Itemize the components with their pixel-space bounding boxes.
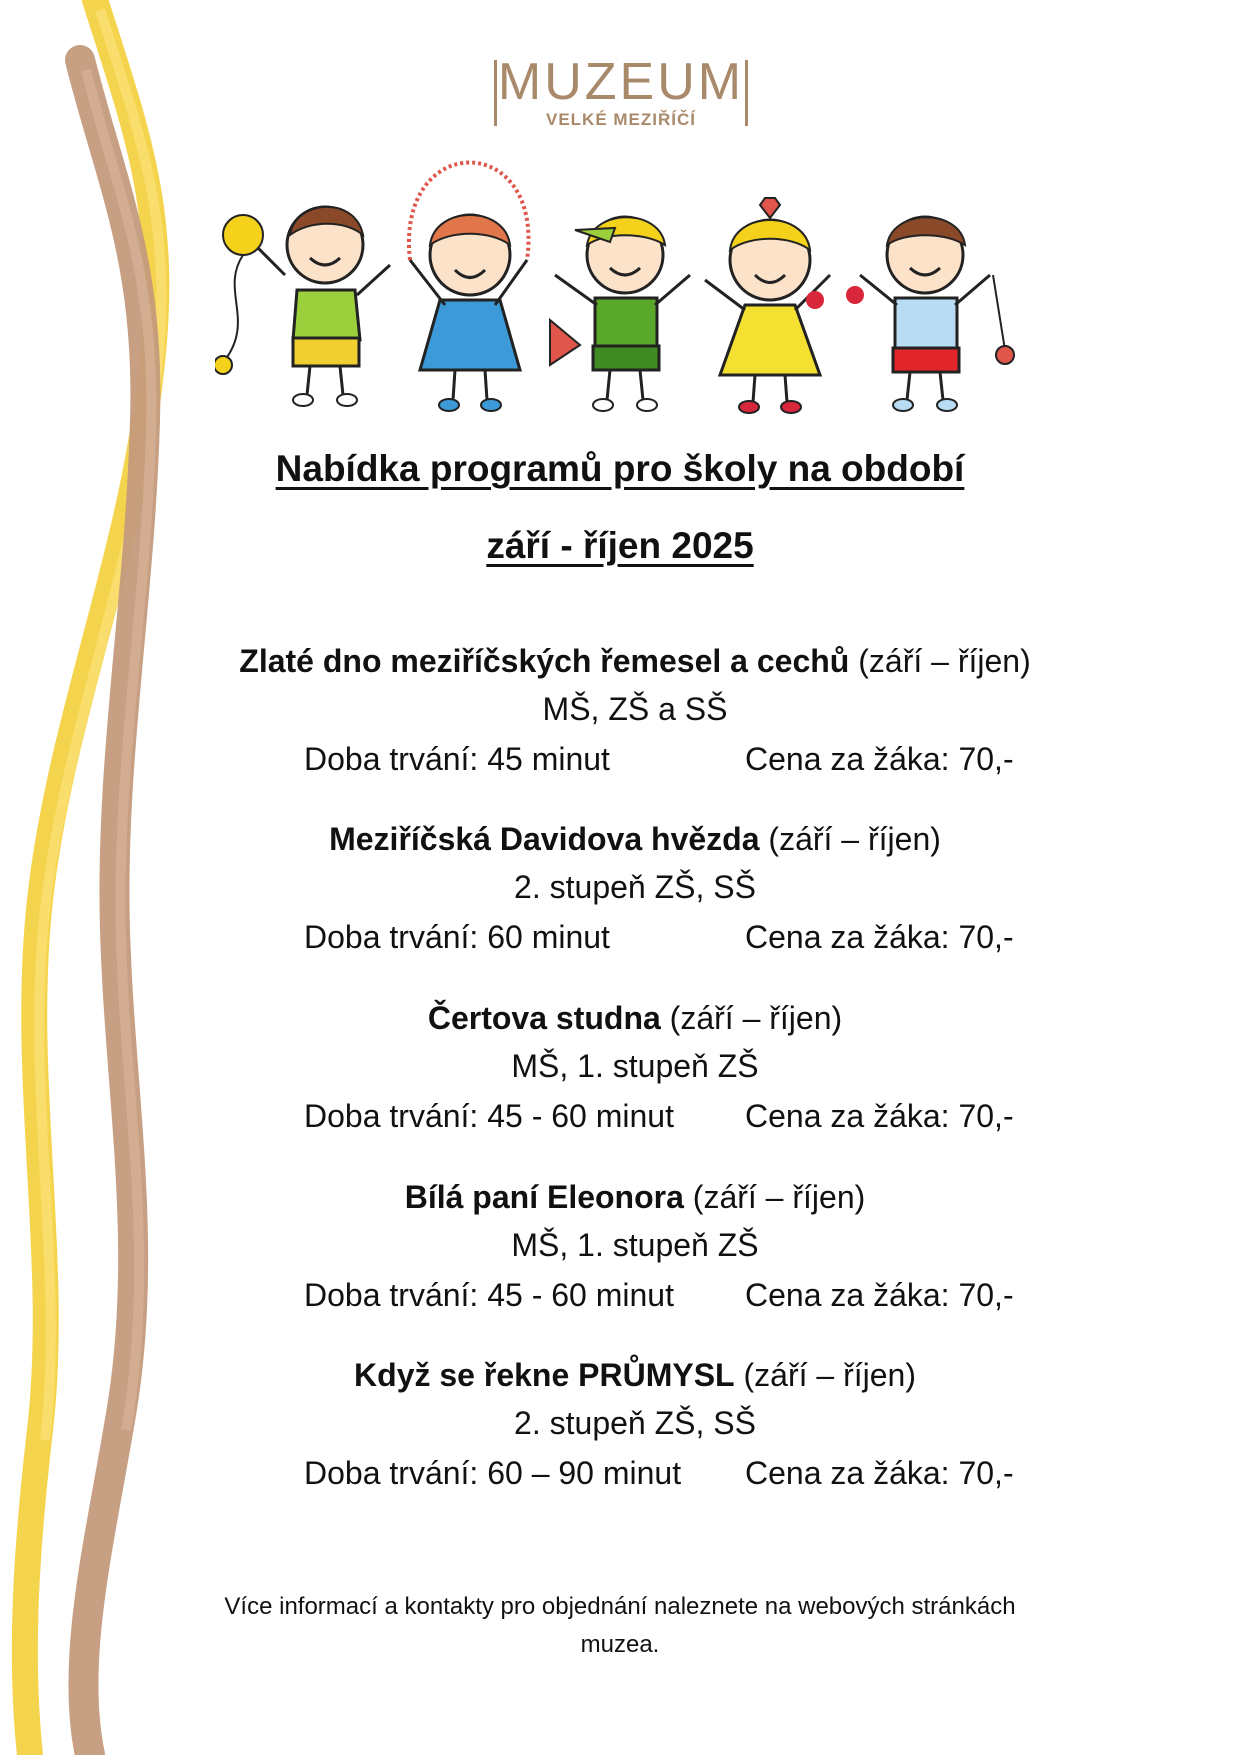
program-meta — [170, 1454, 1100, 1494]
program-title — [170, 642, 1100, 690]
program-name: Meziříčská Davidova hvězda — [329, 821, 760, 857]
program-period: (září – říjen) — [692, 1179, 866, 1215]
program-title — [170, 999, 1100, 1047]
program-name: Zlaté dno meziříčských řemesel a cechů — [239, 643, 850, 679]
program-meta — [170, 1097, 1100, 1137]
program-duration: Doba trvání: 60 – 90 minut — [304, 1455, 682, 1491]
program-name: Čertova studna — [427, 1000, 661, 1036]
logo-right-bar — [745, 60, 748, 126]
program-period: (září – říjen) — [858, 643, 1031, 679]
program-item — [170, 820, 1100, 958]
program-price: Cena za žáka: 70,- — [745, 1455, 1014, 1491]
program-price: Cena za žáka: 70,- — [745, 919, 1014, 955]
program-meta — [170, 918, 1100, 958]
program-item — [170, 999, 1100, 1137]
page-title-line1: Nabídka programů pro školy na období — [275, 448, 965, 489]
program-item — [170, 1356, 1100, 1494]
logo-left-bar — [494, 60, 497, 126]
program-name: Když se řekne PRŮMYSL — [354, 1357, 735, 1393]
program-level: 2. stupeň ZŠ, SŠ — [514, 1405, 756, 1441]
program-level: MŠ, ZŠ a SŠ — [542, 691, 728, 727]
program-title — [170, 1178, 1100, 1226]
logo-word: MUZEUM — [497, 53, 745, 111]
program-item — [170, 642, 1100, 780]
program-period: (září – říjen) — [768, 821, 941, 857]
logo-subtitle: VELKÉ MEZIŘÍČÍ — [545, 110, 696, 129]
program-meta — [170, 1276, 1100, 1316]
program-duration: Doba trvání: 45 minut — [304, 741, 610, 777]
program-duration: Doba trvání: 45 - 60 minut — [304, 1277, 674, 1313]
program-level: 2. stupeň ZŠ, SŠ — [514, 869, 756, 905]
program-duration: Doba trvání: 45 - 60 minut — [304, 1098, 674, 1134]
program-level: MŠ, 1. stupeň ZŠ — [511, 1227, 759, 1263]
program-name: Bílá paní Eleonora — [404, 1179, 684, 1215]
footer-note — [160, 1588, 1080, 1664]
children-illustration — [215, 150, 1065, 430]
program-title — [170, 820, 1100, 868]
page-title-line2: září - říjen 2025 — [486, 525, 754, 566]
program-item — [170, 1178, 1100, 1316]
program-period: (září – říjen) — [669, 1000, 843, 1036]
footer-line2: muzea. — [580, 1631, 660, 1658]
program-meta — [170, 740, 1100, 780]
program-level: MŠ, 1. stupeň ZŠ — [511, 1048, 759, 1084]
program-duration: Doba trvání: 60 minut — [304, 919, 610, 955]
program-title — [170, 1356, 1100, 1404]
program-price: Cena za žáka: 70,- — [745, 741, 1014, 777]
museum-logo — [496, 52, 746, 132]
footer-line1: Více informací a kontakty pro objednání naleznete na webových stránkách — [224, 1593, 1016, 1620]
program-price: Cena za žáka: 70,- — [745, 1277, 1014, 1313]
program-price: Cena za žáka: 70,- — [745, 1098, 1014, 1134]
program-period: (září – říjen) — [743, 1357, 916, 1393]
